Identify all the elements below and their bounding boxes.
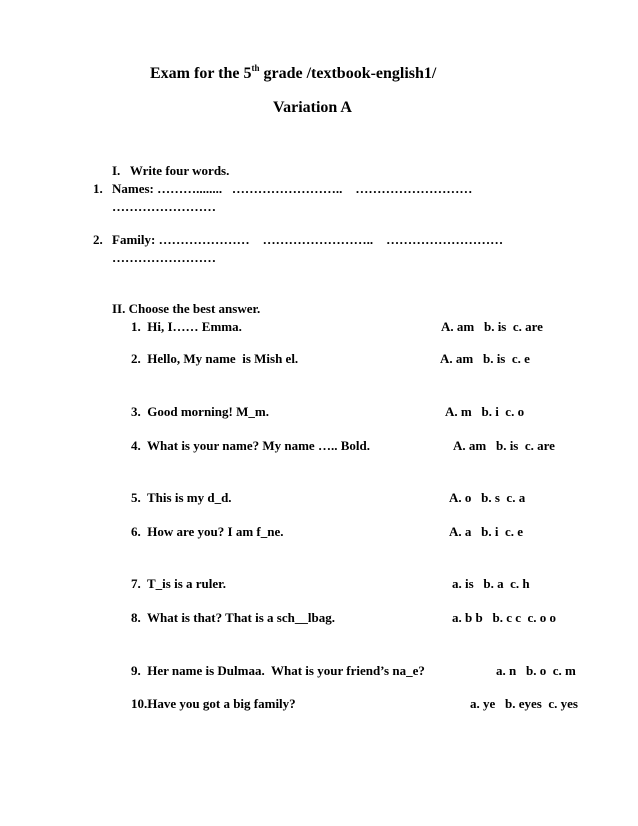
answer-5: A. o b. s c. a <box>449 490 526 505</box>
answer-8: a. b b b. c c c. o o <box>452 610 556 625</box>
question-2: 2. Hello, My name is Mish el. <box>131 351 299 366</box>
names-line-1: Names: ………........ …………………….. ……………………… <box>112 181 473 196</box>
family-line-1: Family: ………………… …………………….. ……………………… <box>112 232 504 247</box>
answer-7: a. is b. a c. h <box>452 576 530 591</box>
question-3: 3. Good morning! M_m. <box>131 404 269 419</box>
question-6: 6. How are you? I am f_ne. <box>131 524 284 539</box>
answer-3: A. m b. i c. o <box>445 404 525 419</box>
question-7: 7. T_is is a ruler. <box>131 576 226 591</box>
title-post: grade /textbook-english1/ <box>259 65 437 82</box>
answer-1: A. am b. is c. are <box>441 319 543 334</box>
title-sup: th <box>251 63 260 73</box>
answer-6: A. a b. i c. e <box>449 524 524 539</box>
section-1-heading: I. Write four words. <box>112 163 230 178</box>
family-line-2: …………………… <box>112 250 216 265</box>
question-8: 8. What is that? That is a sch__lbag. <box>131 610 335 625</box>
question-5: 5. This is my d_d. <box>131 490 232 505</box>
question-10: 10.Have you got a big family? <box>131 696 296 711</box>
question-9: 9. Her name is Dulmaa. What is your friend’s na_e? <box>131 663 425 678</box>
question-1: 1. Hi, I…… Emma. <box>131 319 242 334</box>
answer-9: a. n b. o c. m <box>496 663 576 678</box>
page-title <box>150 63 437 82</box>
page-subtitle: Variation A <box>273 99 352 116</box>
names-number: 1. <box>93 181 103 196</box>
section-2-heading: II. Choose the best answer. <box>112 301 261 316</box>
family-number: 2. <box>93 232 103 247</box>
question-4: 4. What is your name? My name ….. Bold. <box>131 438 370 453</box>
answer-4: A. am b. is c. are <box>453 438 555 453</box>
answer-2: A. am b. is c. e <box>440 351 530 366</box>
names-line-2: …………………… <box>112 199 216 214</box>
title-pre: Exam for the 5 <box>150 65 252 82</box>
answer-10: a. ye b. eyes c. yes <box>470 696 578 711</box>
